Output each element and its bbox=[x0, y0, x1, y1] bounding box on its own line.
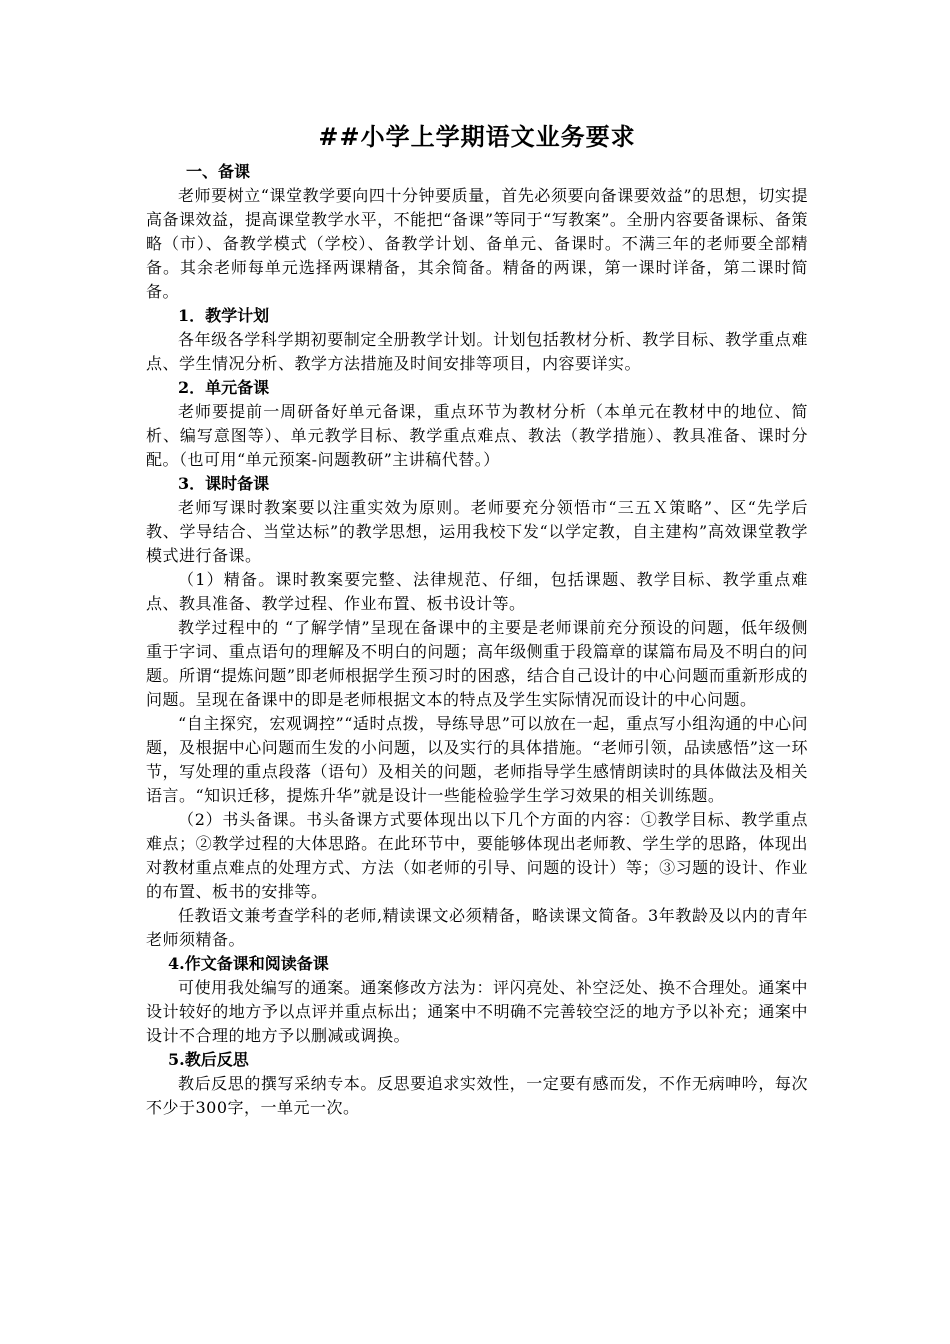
subheading-lesson-period-prep: 3．课时备课 bbox=[178, 474, 270, 493]
paragraph-teaching-plan: 各年级各学科学期初要制定全册教学计划。计划包括教材分析、教学目标、教学重点难点、学生情况分析、教学方法措施及时间安排等项目，内容要详实。 bbox=[146, 330, 808, 373]
section-heading-lesson-prep: 一、备课 bbox=[186, 162, 251, 181]
paragraph-lesson-period-1: 老师写课时教案要以注重实效为原则。老师要充分领悟市“三五Ｘ策略”、区“先学后教、学导结合、当堂达标”的教学思想，运用我校下发“以学定教，自主建构”高效课堂教学模式进行备课。 bbox=[146, 498, 808, 565]
document-title: ##小学上学期语文业务要求 bbox=[318, 122, 636, 151]
subheading-composition-reading-prep: 4.作文备课和阅读备课 bbox=[168, 954, 329, 973]
paragraph-lesson-period-2: （1）精备。课时教案要完整、法律规范、仔细，包括课题、教学目标、教学重点难点、教具准备、教学过程、作业布置、板书设计等。 bbox=[146, 570, 808, 613]
document-body bbox=[146, 120, 808, 1120]
paragraph-composition-reading: 可使用我处编写的通案。通案修改方法为：评闪亮处、补空泛处、换不合理处。通案中设计较好的地方予以点评并重点标出；通案中不明确不完善较空泛的地方予以补充；通案中设计不合理的地方予以删减或调换。 bbox=[146, 978, 808, 1045]
subheading-post-teaching-reflection: 5.教后反思 bbox=[168, 1050, 249, 1069]
paragraph-lesson-period-4: “自主探究，宏观调控”“适时点拨，导练导思”可以放在一起，重点写小组沟通的中心问题，及根据中心问题而生发的小问题，以及实行的具体措施。“老师引领，品读感悟”这一环节，写处理的重点段落（语句）及相关的问题，老师指导学生感情朗读时的具体做法及相关语言。“知识迁移，提炼升华”就是设计一些能检验学生学习效果的相关训练题。 bbox=[146, 714, 808, 805]
paragraph-lesson-period-6: 任教语文兼考查学科的老师,精读课文必须精备，略读课文简备。3年教龄及以内的青年老师须精备。 bbox=[146, 906, 808, 949]
paragraph-post-teaching-reflection: 教后反思的撰写采纳专本。反思要追求实效性，一定要有感而发，不作无病呻吟，每次不少于300字，一单元一次。 bbox=[146, 1074, 808, 1117]
paragraph-lesson-period-5: （2）书头备课。书头备课方式要体现出以下几个方面的内容：①教学目标、教学重点难点；②教学过程的大体思路。在此环节中，要能够体现出老师教、学生学的思路，体现出对教材重点难点的处理方式、方法（如老师的引导、问题的设计）等；③习题的设计、作业的布置、板书的安排等。 bbox=[146, 810, 808, 901]
paragraph-intro: 老师要树立“课堂教学要向四十分钟要质量，首先必须要向备课要效益”的思想，切实提高备课效益，提高课堂教学水平，不能把“备课”等同于“写教案”。全册内容要备课标、备策略（市）、备教学模式（学校）、备教学计划、备单元、备课时。不满三年的老师要全部精备。其余老师每单元选择两课精备，其余简备。精备的两课，第一课时详备，第二课时简备。 bbox=[146, 186, 808, 301]
subheading-teaching-plan: 1．教学计划 bbox=[178, 306, 270, 325]
paragraph-lesson-period-3: 教学过程中的 “了解学情”呈现在备课中的主要是老师课前充分预设的问题，低年级侧重于字词、重点语句的理解及不明白的问题；高年级侧重于段篇章的谋篇布局及不明白的问题。所谓“提炼问题”即老师根据学生预习时的困惑，结合自己设计的中心问题而重新形成的问题。呈现在备课中的即是老师根据文本的特点及学生实际情况而设计的中心问题。 bbox=[146, 618, 808, 709]
subheading-unit-prep: 2．单元备课 bbox=[178, 378, 270, 397]
paragraph-unit-prep: 老师要提前一周研备好单元备课，重点环节为教材分析（本单元在教材中的地位、简析、编写意图等）、单元教学目标、教学重点难点、教法（教学措施）、教具准备、课时分配。（也可用“单元预案-问题教研”主讲稿代替。） bbox=[146, 402, 808, 469]
